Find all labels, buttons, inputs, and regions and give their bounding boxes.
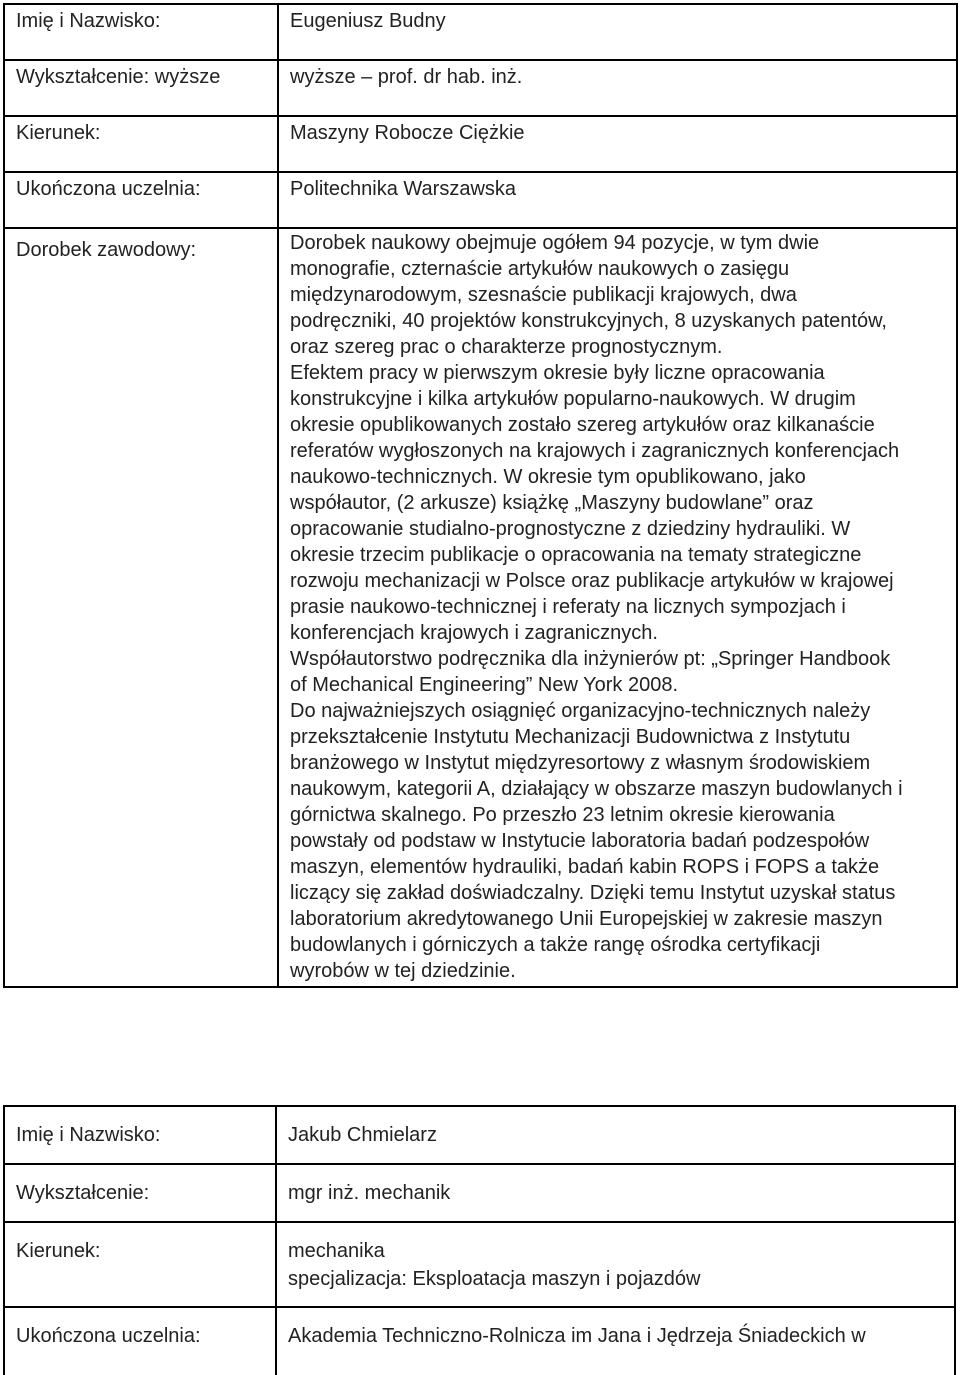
achievements-line: podręczniki, 40 projektów konstrukcyjnych, 8 uzyskanych patentów, <box>290 310 887 332</box>
education-label: Wykształcenie: wyższe <box>4 60 278 116</box>
university-label: Ukończona uczelnia: <box>4 172 278 228</box>
achievements-line: monografie, czternaście artykułów naukowych o zasięgu <box>290 258 790 280</box>
achievements-line: oraz szereg prac o charakterze prognostycznym. <box>290 336 723 358</box>
achievements-line: współautor, (2 arkusze) książkę „Maszyny budowlane” oraz <box>290 492 814 514</box>
achievements-line: referatów wygłoszonych na krajowych i zagranicznych konferencjach <box>290 440 900 462</box>
university-row <box>4 172 957 228</box>
achievements-line: of Mechanical Engineering” New York 2008. <box>290 674 679 696</box>
achievements-line: konstrukcyjne i kilka artykułów popularno-naukowych. W drugim <box>290 388 856 410</box>
university-row-2 <box>4 1307 955 1375</box>
achievements-line: przekształcenie Instytutu Mechanizacji Budownictwa z Instytutu <box>290 726 851 748</box>
name-row-2 <box>4 1106 955 1164</box>
field-row <box>4 116 957 172</box>
achievements-row <box>4 228 957 987</box>
field-label: Kierunek: <box>4 116 278 172</box>
person-2-table <box>3 1105 956 1375</box>
name-value-2: Jakub Chmielarz <box>276 1106 955 1164</box>
achievements-line: Współautorstwo podręcznika dla inżynierów pt: „Springer Handbook <box>290 648 891 670</box>
achievements-line: okresie opublikowanych zostało szereg artykułów oraz kilkanaście <box>290 414 875 436</box>
education-label-2: Wykształcenie: <box>4 1164 276 1222</box>
university-value: Politechnika Warszawska <box>278 172 957 228</box>
achievements-line: prasie naukowo-technicznej i referaty na licznych sympozjach i <box>290 596 846 618</box>
achievements-line: wyrobów w tej dziedzinie. <box>290 960 516 982</box>
field-value-2 <box>276 1222 955 1307</box>
achievements-line: konferencjach krajowych i zagranicznych. <box>290 622 658 644</box>
name-value: Eugeniusz Budny <box>278 4 957 60</box>
achievements-line: laboratorium akredytowanego Unii Europejskiej w zakresie maszyn <box>290 908 883 930</box>
university-value-2: Akademia Techniczno-Rolnicza im Jana i Jędrzeja Śniadeckich w <box>276 1307 955 1375</box>
university-label-2: Ukończona uczelnia: <box>4 1307 276 1375</box>
field-label-2: Kierunek: <box>4 1222 276 1307</box>
achievements-line: Dorobek naukowy obejmuje ogółem 94 pozycje, w tym dwie <box>290 232 820 254</box>
achievements-line: budowlanych i górniczych a także rangę ośrodka certyfikacji <box>290 934 821 956</box>
education-row <box>4 60 957 116</box>
field-row-2 <box>4 1222 955 1307</box>
field-value-2-line2: specjalizacja: Eksploatacja maszyn i pojazdów <box>288 1268 701 1290</box>
achievements-line: okresie trzecim publikacje o opracowania na tematy strategiczne <box>290 544 862 566</box>
name-row <box>4 4 957 60</box>
achievements-line: branżowego w Instytut międzyresortowy z własnym środowiskiem <box>290 752 871 774</box>
field-value-2-line1: mechanika <box>288 1240 385 1262</box>
field-value: Maszyny Robocze Ciężkie <box>278 116 957 172</box>
achievements-line: liczący się zakład doświadczalny. Dzięki temu Instytut uzyskał status <box>290 882 896 904</box>
achievements-line: Do najważniejszych osiągnięć organizacyjno-technicznych należy <box>290 700 871 722</box>
achievements-line: międzynarodowym, szesnaście publikacji krajowych, dwa <box>290 284 797 306</box>
achievements-line: opracowanie studialno-prognostyczne z dziedziny hydrauliki. W <box>290 518 851 540</box>
achievements-line: maszyn, elementów hydrauliki, badań kabin ROPS i FOPS a także <box>290 856 880 878</box>
achievements-line: Efektem pracy w pierwszym okresie były liczne opracowania <box>290 362 825 384</box>
name-label: Imię i Nazwisko: <box>4 4 278 60</box>
education-value: wyższe – prof. dr hab. inż. <box>278 60 957 116</box>
achievements-line: naukowym, kategorii A, działający w obszarze maszyn budowlanych i <box>290 778 903 800</box>
achievements-label: Dorobek zawodowy: <box>4 228 278 987</box>
achievements-lines <box>290 230 948 984</box>
achievements-line: naukowo-technicznych. W okresie tym opublikowano, jako <box>290 466 806 488</box>
achievements-line: górnictwa skalnego. Po przeszło 23 letnim okresie kierowania <box>290 804 835 826</box>
education-row-2 <box>4 1164 955 1222</box>
achievements-line: powstały od podstaw w Instytucie laboratoria badań podzespołów <box>290 830 870 852</box>
name-label-2: Imię i Nazwisko: <box>4 1106 276 1164</box>
person-1-table <box>3 3 958 988</box>
achievements-line: rozwoju mechanizacji w Polsce oraz publikacje artykułów w krajowej <box>290 570 894 592</box>
achievements-text <box>278 228 957 987</box>
education-value-2: mgr inż. mechanik <box>276 1164 955 1222</box>
